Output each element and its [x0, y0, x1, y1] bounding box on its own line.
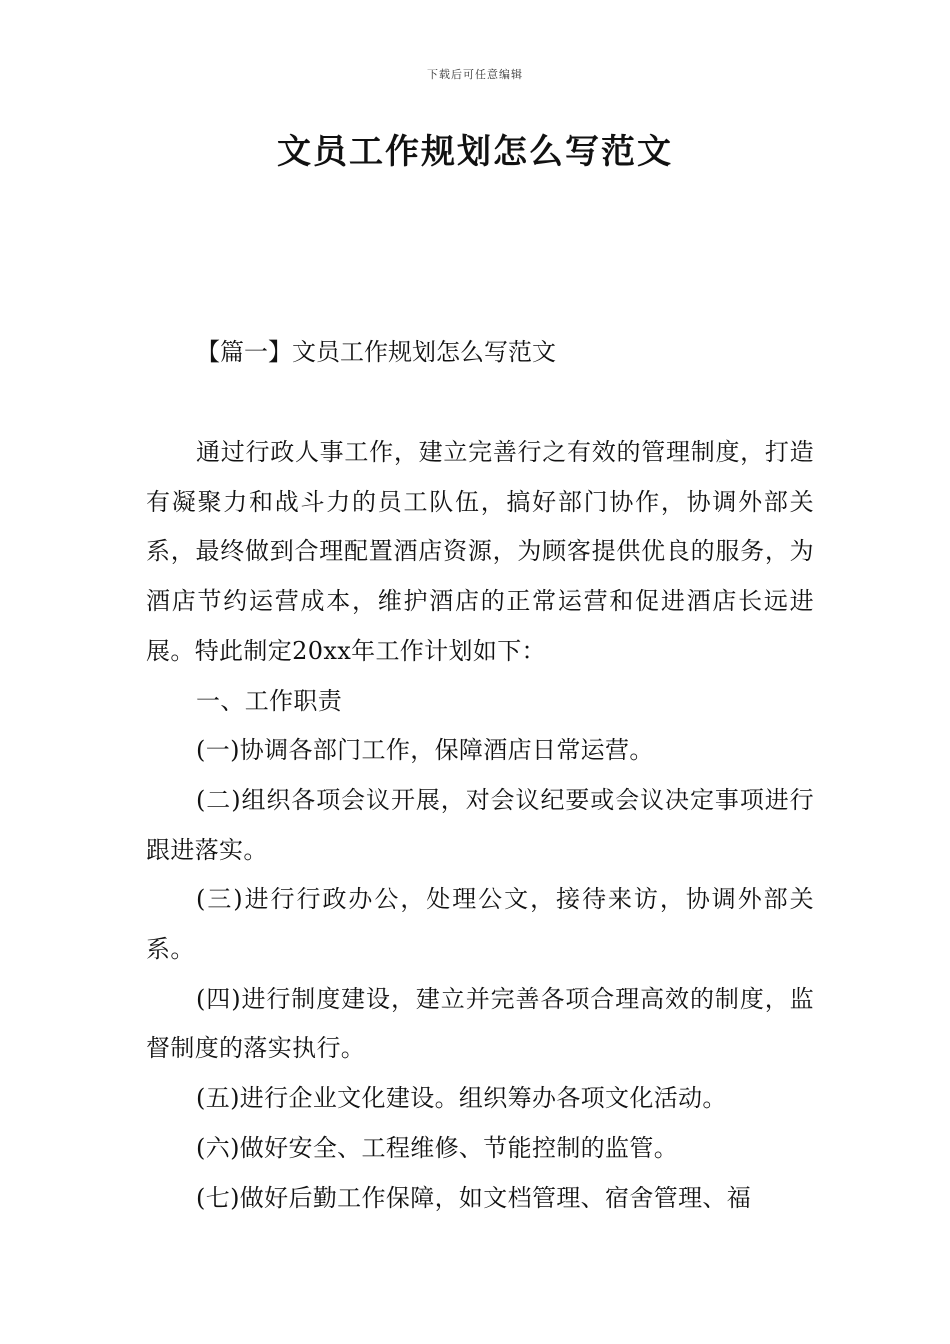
paragraph-duty-6: (六)做好安全、工程维修、节能控制的监管。 — [196, 1133, 679, 1162]
paragraph-intro: 通过行政人事工作，建立完善行之有效的管理制度，打造有凝聚力和战斗力的员工队伍，搞好部门协作，协调外部关系，最终做到合理配置酒店资源，为顾客提供优良的服务，为酒店节约运营成本，维护酒店的正常运营和促进酒店长远进展。特此制定20xx年工作计划如下： — [146, 438, 814, 665]
document-body — [146, 428, 814, 1223]
paragraph-duty-5: (五)进行企业文化建设。组织筹办各项文化活动。 — [196, 1084, 727, 1113]
paragraph-duty-4: (四)进行制度建设，建立并完善各项合理高效的制度，监督制度的落实执行。 — [146, 984, 814, 1063]
header-note: 下载后可任意编辑 — [427, 68, 523, 81]
paragraph-duty-1: (一)协调各部门工作，保障酒店日常运营。 — [196, 736, 654, 765]
paragraph-duties-heading: 一、工作职责 — [196, 686, 343, 715]
paragraph-duty-3: (三)进行行政办公，处理公文，接待来访，协调外部关系。 — [146, 885, 814, 964]
paragraph-duty-7: (七)做好后勤工作保障，如文档管理、宿舍管理、福 — [196, 1183, 752, 1212]
paragraph-duty-2: (二)组织各项会议开展，对会议纪要或会议决定事项进行跟进落实。 — [146, 785, 814, 864]
section-heading: 【篇一】文员工作规划怎么写范文 — [196, 338, 556, 366]
document-title: 文员工作规划怎么写范文 — [277, 132, 673, 172]
